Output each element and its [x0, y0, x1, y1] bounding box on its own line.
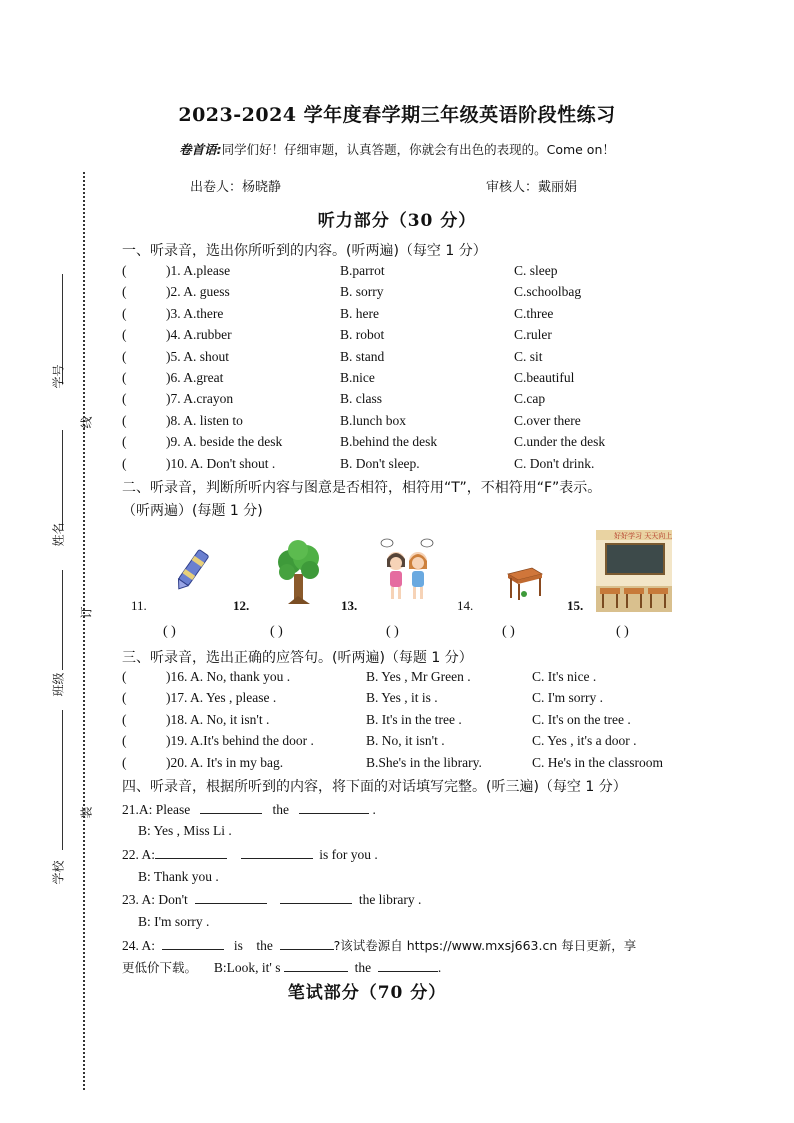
- option-a: )4. A.rubber: [166, 327, 232, 343]
- classroom-board-text: 好好学习 天天向上: [614, 532, 673, 540]
- q24-b-prefix: B:Look, it' s: [213, 960, 281, 975]
- answer-blank-15[interactable]: ( ): [616, 624, 629, 639]
- option-c: C. It's nice .: [532, 669, 597, 684]
- answer-paren[interactable]: (: [122, 455, 127, 471]
- option-c: C.over there: [514, 412, 581, 428]
- option-b: B. class: [340, 391, 382, 407]
- classroom-picture: [596, 530, 672, 612]
- page-title: 2023-2024 学年度春学期三年级英语阶段性练习: [178, 104, 616, 126]
- option-c: C. Don't drink.: [514, 455, 595, 471]
- q22-prefix: 22. A:: [122, 847, 156, 862]
- option-a: )6. A.great: [166, 370, 224, 385]
- part2-heading-line2: （听两遍）(每题 1 分): [122, 503, 263, 519]
- answer-paren[interactable]: (: [122, 669, 127, 684]
- question-22-b: B: Thank you .: [138, 869, 219, 884]
- question-23-b: B: I'm sorry .: [138, 914, 210, 929]
- margin-label-seal: 装: [79, 806, 94, 819]
- option-b: B.She's in the library.: [366, 754, 482, 770]
- two-girls-picture: [378, 537, 436, 605]
- part4-heading: 四、听录音，根据所听到的内容，将下面的对话填写完整。(听三遍)（每空 1 分）: [122, 779, 627, 795]
- answer-paren[interactable]: (: [122, 263, 127, 278]
- option-a: )19. A.It's behind the door .: [166, 733, 314, 749]
- option-a: )5. A. shout: [166, 348, 230, 364]
- pic-number-11: 11.: [131, 598, 147, 613]
- option-c: C.three: [514, 305, 554, 321]
- desk-picture: [504, 562, 544, 602]
- answer-paren[interactable]: (: [122, 690, 127, 706]
- answer-paren[interactable]: (: [122, 754, 127, 770]
- q21-blank-1[interactable]: [200, 801, 262, 814]
- answer-blank-14[interactable]: ( ): [502, 624, 515, 639]
- q24-blank-1[interactable]: [162, 937, 224, 950]
- binding-line: [83, 172, 85, 1090]
- option-c: C. It's on the tree .: [532, 711, 631, 727]
- option-b: B.behind the desk: [340, 434, 438, 450]
- option-c: C. sit: [514, 348, 543, 364]
- option-c: C. sleep: [514, 263, 558, 278]
- option-b: B. Yes , it is .: [366, 690, 438, 706]
- pic-number-12: 12.: [233, 598, 250, 613]
- option-a: )8. A. listen to: [166, 412, 243, 428]
- margin-blank-name: [62, 430, 63, 530]
- option-a: )20. A. It's in my bag.: [166, 754, 284, 770]
- option-c: C. He's in the classroom: [532, 754, 664, 770]
- answer-blank-12[interactable]: ( ): [270, 624, 283, 639]
- part3-heading: 三、听录音，选出正确的应答句。(听两遍)（每题 1 分）: [122, 650, 473, 666]
- q23-prefix: 23. A: Don't: [122, 892, 188, 907]
- margin-label-line: 线: [79, 416, 94, 429]
- margin-blank-school: [62, 710, 63, 850]
- question-21-b: B: Yes , Miss Li .: [138, 823, 232, 838]
- option-c: C.ruler: [514, 327, 552, 343]
- opening-remark: [0, 140, 794, 158]
- option-c: C. Yes , it's a door .: [532, 733, 637, 749]
- q22-blank-1[interactable]: [155, 846, 227, 859]
- opening-remark-text: 同学们好！仔细审题，认真答题，你就会有出色的表现的。Come on！: [221, 142, 615, 157]
- opening-remark-label: 卷首语:: [179, 142, 222, 157]
- answer-paren[interactable]: (: [122, 412, 127, 428]
- q24-source-note: ?该试卷源自 https://www.mxsj663.cn 每日更新，享: [333, 938, 637, 953]
- part2-heading: 二、听录音，判断所听内容与图意是否相符，相符用“T”，不相符用“F”表示。: [122, 480, 602, 496]
- option-b: B. robot: [340, 327, 385, 343]
- option-a: )7. A.crayon: [166, 391, 234, 407]
- option-c: C.under the desk: [514, 434, 606, 450]
- option-b: B. Yes , Mr Green .: [366, 669, 471, 684]
- q24-the: the: [256, 938, 273, 953]
- answer-paren[interactable]: (: [122, 305, 127, 321]
- q24-is: is: [233, 938, 243, 953]
- option-c: C.schoolbag: [514, 284, 582, 300]
- answer-paren[interactable]: (: [122, 711, 127, 727]
- answer-blank-11[interactable]: ( ): [163, 624, 176, 639]
- option-b: B.parrot: [340, 263, 385, 278]
- option-b: B. No, it isn't .: [366, 733, 445, 749]
- tree-picture: [274, 540, 324, 606]
- author: 出卷人：杨晓静: [190, 180, 282, 195]
- option-a: )17. A. Yes , please .: [166, 690, 277, 706]
- q23-blank-1[interactable]: [195, 891, 267, 904]
- q23-suffix: the library .: [358, 892, 422, 907]
- option-c: C.cap: [514, 391, 546, 407]
- q24-blank-2[interactable]: [280, 937, 334, 950]
- question-24-b: 更低价下载。 B:Look, it' s the .: [122, 960, 442, 975]
- option-a: )1. A.please: [166, 263, 231, 278]
- option-c: C. I'm sorry .: [532, 690, 604, 706]
- margin-label-school: 学校: [51, 860, 66, 885]
- answer-paren[interactable]: (: [122, 434, 127, 450]
- option-b: B.nice: [340, 370, 375, 385]
- option-a: )9. A. beside the desk: [166, 434, 283, 450]
- writing-section-title: 笔试部分（70 分）: [287, 983, 447, 1003]
- margin-label-student-id: 学号: [51, 364, 66, 389]
- answer-blank-13[interactable]: ( ): [386, 624, 399, 639]
- option-a: )2. A. guess: [166, 284, 230, 300]
- option-b: B.lunch box: [340, 412, 406, 428]
- q24-blank-3[interactable]: [284, 959, 348, 972]
- pic-number-15: 15.: [567, 598, 584, 613]
- margin-label-name: 姓名: [51, 522, 66, 547]
- q21-blank-2[interactable]: [299, 801, 369, 814]
- answer-paren[interactable]: (: [122, 284, 127, 300]
- q24-b-the: the: [354, 960, 372, 975]
- margin-blank-class: [62, 570, 63, 670]
- q24-note-line2: 更低价下载。: [122, 960, 198, 975]
- q24-blank-4[interactable]: [378, 959, 438, 972]
- answer-paren[interactable]: (: [122, 370, 127, 385]
- margin-label-class: 班级: [51, 672, 66, 697]
- q21-prefix: 21.A: Please: [122, 802, 191, 817]
- question-21-a: 21.A: Please the .: [122, 802, 376, 817]
- answer-paren[interactable]: (: [122, 391, 127, 407]
- q24-prefix: 24. A:: [122, 938, 156, 953]
- option-c: C.beautiful: [514, 370, 575, 385]
- option-b: B. Don't sleep.: [340, 455, 420, 471]
- option-b: B. It's in the tree .: [366, 711, 462, 727]
- reviewer: 审核人：戴丽娟: [486, 180, 578, 195]
- q22-suffix: is for you .: [319, 847, 378, 862]
- option-a: )10. A. Don't shout .: [166, 455, 276, 471]
- option-a: )16. A. No, thank you .: [166, 669, 291, 684]
- option-a: )3. A.there: [166, 305, 224, 321]
- part1-heading: 一、听录音，选出你所听到的内容。(听两遍)（每空 1 分）: [122, 243, 487, 259]
- q22-blank-2[interactable]: [241, 846, 313, 859]
- pic-number-13: 13.: [341, 598, 358, 613]
- q21-the: the: [272, 802, 289, 817]
- option-b: B. sorry: [340, 284, 384, 300]
- q23-blank-2[interactable]: [280, 891, 352, 904]
- margin-label-bind: 订: [79, 606, 94, 619]
- answer-paren[interactable]: (: [122, 327, 127, 343]
- option-a: )18. A. No, it isn't .: [166, 711, 270, 727]
- crayon-picture: [172, 545, 212, 595]
- option-b: B. stand: [340, 348, 385, 364]
- pic-number-14: 14.: [457, 598, 474, 613]
- question-22-a: [122, 846, 378, 863]
- question-23-a: [122, 891, 421, 908]
- question-24-a: [122, 936, 636, 954]
- answer-paren[interactable]: (: [122, 348, 127, 364]
- listening-section-title: 听力部分（30 分）: [317, 211, 477, 231]
- answer-paren[interactable]: (: [122, 733, 127, 749]
- option-b: B. here: [340, 305, 379, 321]
